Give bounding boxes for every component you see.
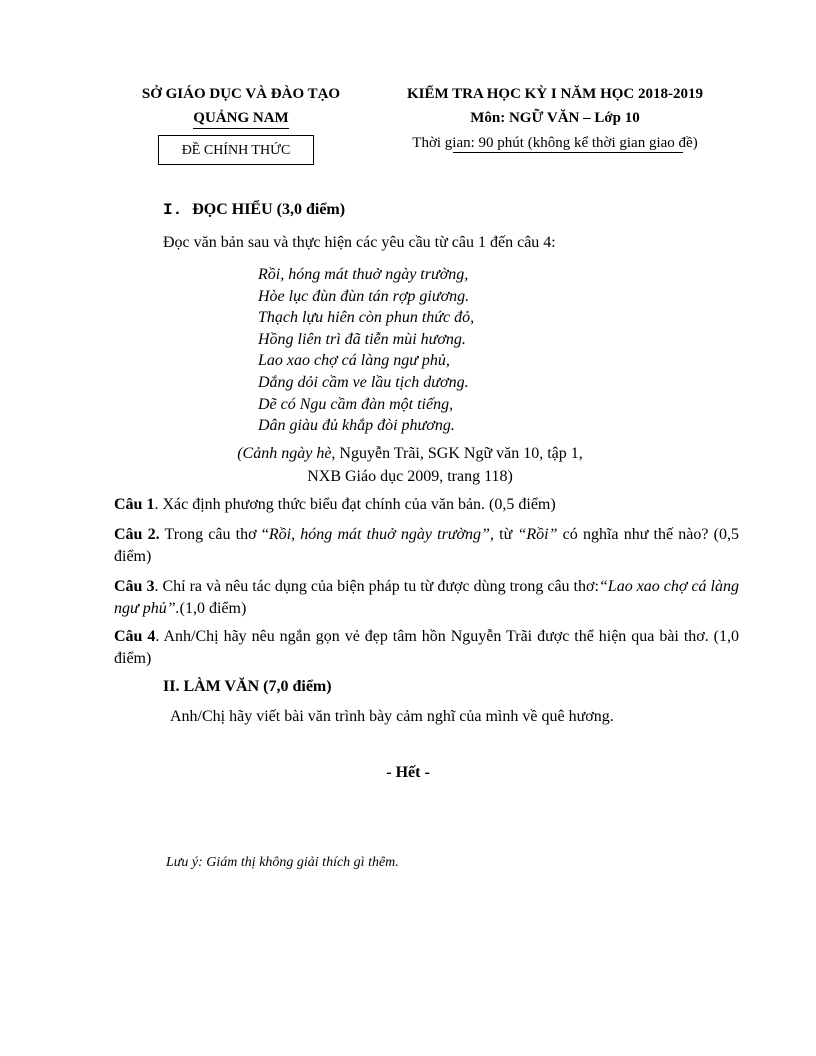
source-publisher: NXB Giáo dục 2009, trang 118) xyxy=(307,468,513,485)
department-name: SỞ GIÁO DỤC VÀ ĐÀO TẠO xyxy=(141,86,341,102)
exam-subject: Môn: NGỮ VĂN – Lớp 10 xyxy=(470,110,640,126)
header-divider xyxy=(453,152,683,153)
question-2 xyxy=(114,524,739,568)
exam-title: KIỂM TRA HỌC KỲ I NĂM HỌC 2018-2019 xyxy=(407,86,703,102)
question-4 xyxy=(114,626,739,670)
question-quote: “Lao xao chợ cá làng ngư phủ”. xyxy=(114,578,740,617)
question-text: . Chỉ ra và nêu tác dụng của biện pháp tu từ được dùng trong câu thơ: xyxy=(154,578,599,595)
part1-title: ĐỌC HIỂU (3,0 điểm) xyxy=(192,201,346,218)
poem xyxy=(258,264,474,437)
question-quote: Rồi, hóng mát thuở ngày trường”, xyxy=(268,526,494,543)
exam-header xyxy=(372,82,738,152)
question-label: Câu 2. xyxy=(114,526,160,543)
question-3 xyxy=(114,576,739,620)
question-text: (1,0 điểm) xyxy=(179,600,247,617)
department-header xyxy=(110,82,372,130)
question-quote: “Rồi” xyxy=(517,526,558,543)
end-marker: - Hết - xyxy=(386,764,430,781)
question-1 xyxy=(114,494,739,516)
question-label: Câu 1 xyxy=(114,496,155,513)
part2-heading: II. LÀM VĂN (7,0 điểm) xyxy=(163,678,332,695)
poem-line: Dẽ có Ngu cầm đàn một tiếng, xyxy=(258,395,454,413)
question-label: Câu 3 xyxy=(114,578,155,595)
poem-line: Dân giàu đủ khắp đòi phương. xyxy=(258,417,455,435)
question-text: từ xyxy=(493,526,518,543)
question-text: Trong câu thơ “ xyxy=(159,526,269,543)
province-name: QUẢNG NAM xyxy=(193,109,288,129)
official-exam-box: ĐỀ CHÍNH THỨC xyxy=(158,135,314,165)
poem-line: Thạch lựu hiên còn phun thức đỏ, xyxy=(258,309,475,327)
part2-prompt: Anh/Chị hãy viết bài văn trình bày cảm nghĩ của mình về quê hương. xyxy=(170,708,614,725)
poem-line: Lao xao chợ cá làng ngư phủ, xyxy=(258,352,450,370)
question-text: có nghĩa như thế nào? (0,5 điểm) xyxy=(114,526,740,565)
source-details: Nguyễn Trãi, SGK Ngữ văn 10, tập 1, xyxy=(335,445,583,462)
source-title: (Cảnh ngày hè, xyxy=(237,445,336,462)
poem-source xyxy=(110,442,710,488)
question-text: . Anh/Chị hãy nêu ngắn gọn vẻ đẹp tâm hồn Nguyễn Trãi được thể hiện qua bài thơ. (1,0 điểm) xyxy=(114,628,740,667)
part1-heading xyxy=(163,201,345,219)
question-text: . Xác định phương thức biểu đạt chính của văn bản. (0,5 điểm) xyxy=(154,496,556,513)
poem-line: Rồi, hóng mát thuở ngày trường, xyxy=(258,266,469,283)
poem-line: Dắng dỏi cầm ve lầu tịch dương. xyxy=(258,373,469,391)
part1-instruction: Đọc văn bản sau và thực hiện các yêu cầu từ câu 1 đến câu 4: xyxy=(163,234,556,251)
poem-line: Hồng liên trì đã tiễn mùi hương. xyxy=(258,330,466,348)
poem-line: Hòe lục đùn đùn tán rợp giương. xyxy=(258,287,470,305)
part1-number: I. xyxy=(163,201,183,219)
proctor-note: Lưu ý: Giám thị không giải thích gì thêm. xyxy=(166,855,399,870)
exam-time: Thời gian: 90 phút (không kể thời gian giao đề) xyxy=(412,135,698,151)
question-label: Câu 4 xyxy=(114,628,156,645)
